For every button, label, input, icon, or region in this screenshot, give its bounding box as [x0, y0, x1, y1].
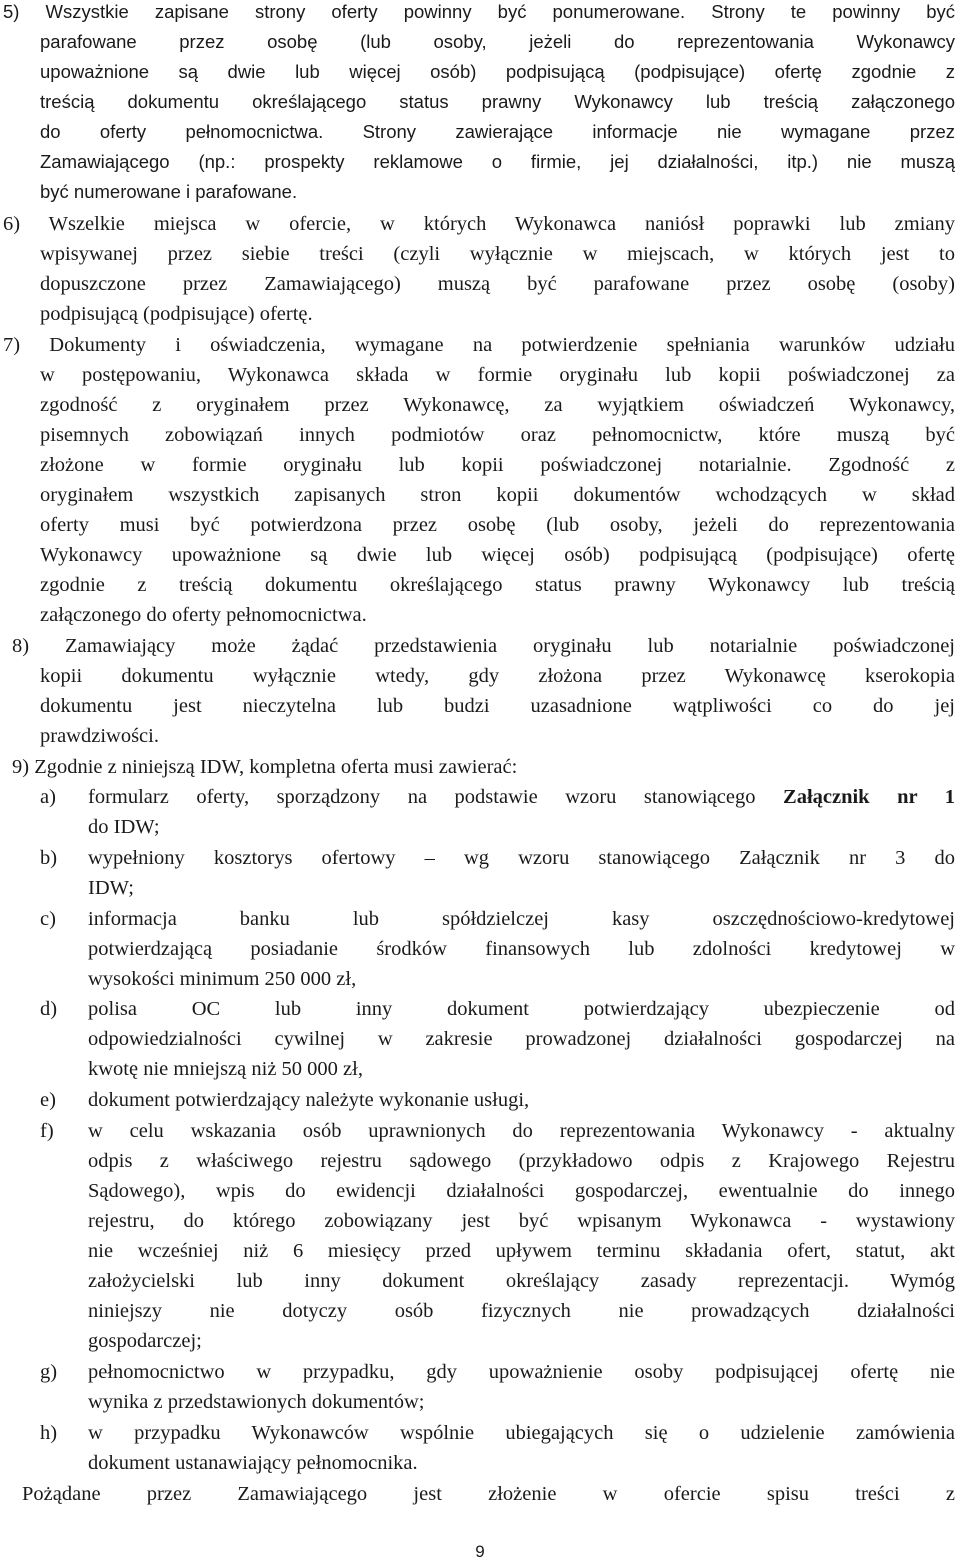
list-item-line: w przypadku Wykonawców wspólnie ubiegających się o udzielenie zamówienia — [88, 1422, 955, 1444]
list-item-line: informacja banku lub spółdzielczej kasy oszczędnościowo-kredytowej — [88, 908, 955, 930]
list-item-label: b) — [40, 847, 58, 869]
paragraph-7-line: Wykonawcy upoważnione są dwie lub więcej osób) podpisującą (podpisujące) ofertę — [40, 544, 955, 566]
paragraph-8-line: prawdziwości. — [40, 725, 159, 747]
list-item-label: g) — [40, 1361, 58, 1383]
paragraph-5-line: upoważnione są dwie lub więcej osób) podpisującą (podpisujące) ofertę zgodnie z — [40, 61, 955, 82]
list-item-line: kwotę nie mniejszą niż 50 000 zł, — [88, 1058, 363, 1080]
list-item-line: odpis z właściwego rejestru sądowego (przykładowo odpis z Krajowego Rejestru — [88, 1150, 955, 1172]
paragraph-8-line: 8) Zamawiający może żądać przedstawienia oryginału lub notarialnie poświadczonej — [12, 635, 955, 657]
list-item-text: formularz oferty, sporządzony na podstawie wzoru stanowiącego — [88, 786, 784, 808]
list-item-line: wynika z przedstawionych dokumentów; — [88, 1391, 425, 1413]
list-item-line: pełnomocnictwo w przypadku, gdy upoważnienie osoby podpisującej ofertę nie — [88, 1361, 955, 1383]
paragraph-7-line: 7) Dokumenty i oświadczenia, wymagane na potwierdzenie spełniania warunków udziału — [3, 334, 955, 356]
paragraph-8-line: dokumentu jest nieczytelna lub budzi uzasadnione wątpliwości co do jej — [40, 695, 955, 717]
paragraph-6-line: dopuszczone przez Zamawiającego) muszą być parafowane przez osobę (osoby) — [40, 273, 955, 295]
paragraph-5-line: być numerowane i parafowane. — [40, 181, 298, 202]
list-item-label: d) — [40, 998, 58, 1020]
list-item-line: dokument potwierdzający należyte wykonanie usługi, — [88, 1089, 530, 1111]
list-item-line: gospodarczej; — [88, 1330, 202, 1352]
list-item-line: nie wcześniej niż 6 miesięcy przed upływem terminu składania ofert, statut, akt — [88, 1240, 955, 1262]
list-item-label: h) — [40, 1422, 58, 1444]
list-item-line: niniejszy nie dotyczy osób fizycznych nie prowadzących działalności — [88, 1300, 955, 1322]
paragraph-7-line: załączonego do oferty pełnomocnictwa. — [40, 604, 367, 626]
paragraph-5-line: do oferty pełnomocnictwa. Strony zawierające informacje nie wymagane przez — [40, 121, 955, 142]
paragraph-8-line: kopii dokumentu wyłącznie wtedy, gdy złożona przez Wykonawcę kserokopia — [40, 665, 955, 687]
list-item-line: wysokości minimum 250 000 zł, — [88, 968, 357, 990]
list-item-line: polisa OC lub inny dokument potwierdzający ubezpieczenie od — [88, 998, 955, 1020]
list-item-line: wypełniony kosztorys ofertowy – wg wzoru stanowiącego Załącznik nr 3 do — [88, 847, 955, 869]
paragraph-6-line: podpisującą (podpisujące) ofertę. — [40, 303, 313, 325]
paragraph-5-line: Zamawiającego (np.: prospekty reklamowe o firmie, jej działalności, itp.) nie muszą — [40, 151, 955, 172]
list-item-line — [88, 782, 955, 812]
list-item-line: odpowiedzialności cywilnej w zakresie prowadzonej działalności gospodarczej na — [88, 1028, 955, 1050]
paragraph-7-line: złożone w formie oryginału lub kopii poświadczonej notarialnie. Zgodność z — [40, 454, 955, 476]
page-number: 9 — [475, 1542, 485, 1561]
list-item-label: e) — [40, 1089, 56, 1111]
paragraph-5-line: treścią dokumentu określającego status prawny Wykonawcy lub treścią załączonego — [40, 91, 955, 112]
list-item-line: założycielski lub inny dokument określający zasady reprezentacji. Wymóg — [88, 1270, 955, 1292]
paragraph-7-line: zgodność z oryginałem przez Wykonawcę, za wyjątkiem oświadczeń Wykonawcy, — [40, 394, 955, 416]
paragraph-5-line: parafowane przez osobę (lub osoby, jeżeli do reprezentowania Wykonawcy — [40, 31, 955, 52]
paragraph-7-line: w postępowaniu, Wykonawca składa w formie oryginału lub kopii poświadczonej za — [40, 364, 955, 386]
list-item-line: w celu wskazania osób uprawnionych do reprezentowania Wykonawcy - aktualny — [88, 1120, 955, 1142]
paragraph-9-line: 9) Zgodnie z niniejszą IDW, kompletna oferta musi zawierać: — [12, 756, 518, 778]
list-item-label: a) — [40, 786, 56, 808]
list-item-line: Sądowego), wpis do ewidencji działalności gospodarczej, ewentualnie do innego — [88, 1180, 955, 1202]
list-item-line: IDW; — [88, 877, 134, 899]
paragraph-7-line: oferty musi być potwierdzona przez osobę (lub osoby, jeżeli do reprezentowania — [40, 514, 955, 536]
list-item-label: f) — [40, 1120, 54, 1142]
attachment-reference: Załącznik nr 1 — [783, 786, 955, 808]
paragraph-6-line: 6) Wszelkie miejsca w ofercie, w których Wykonawca naniósł poprawki lub zmiany — [3, 213, 955, 235]
paragraph-6-line: wpisywanej przez siebie treści (czyli wyłącznie w miejscach, w których jest to — [40, 243, 955, 265]
closing-paragraph-line: Pożądane przez Zamawiającego jest złożenie w ofercie spisu treści z — [22, 1483, 955, 1505]
list-item-line: do IDW; — [88, 816, 160, 838]
list-item-line: rejestru, do którego zobowiązany jest być wpisanym Wykonawca - wystawiony — [88, 1210, 955, 1232]
list-item-line: potwierdzającą posiadanie środków finansowych lub zdolności kredytowej w — [88, 938, 955, 960]
paragraph-7-line: oryginałem wszystkich zapisanych stron kopii dokumentów wchodzących w skład — [40, 484, 955, 506]
list-item-line: dokument ustanawiający pełnomocnika. — [88, 1452, 418, 1474]
paragraph-7-line: zgodnie z treścią dokumentu określającego status prawny Wykonawcy lub treścią — [40, 574, 955, 596]
paragraph-5-line: 5) Wszystkie zapisane strony oferty powinny być ponumerowane. Strony te powinny być — [3, 1, 955, 22]
paragraph-7-line: pisemnych zobowiązań innych podmiotów oraz pełnomocnictw, które muszą być — [40, 424, 955, 446]
list-item-label: c) — [40, 908, 56, 930]
